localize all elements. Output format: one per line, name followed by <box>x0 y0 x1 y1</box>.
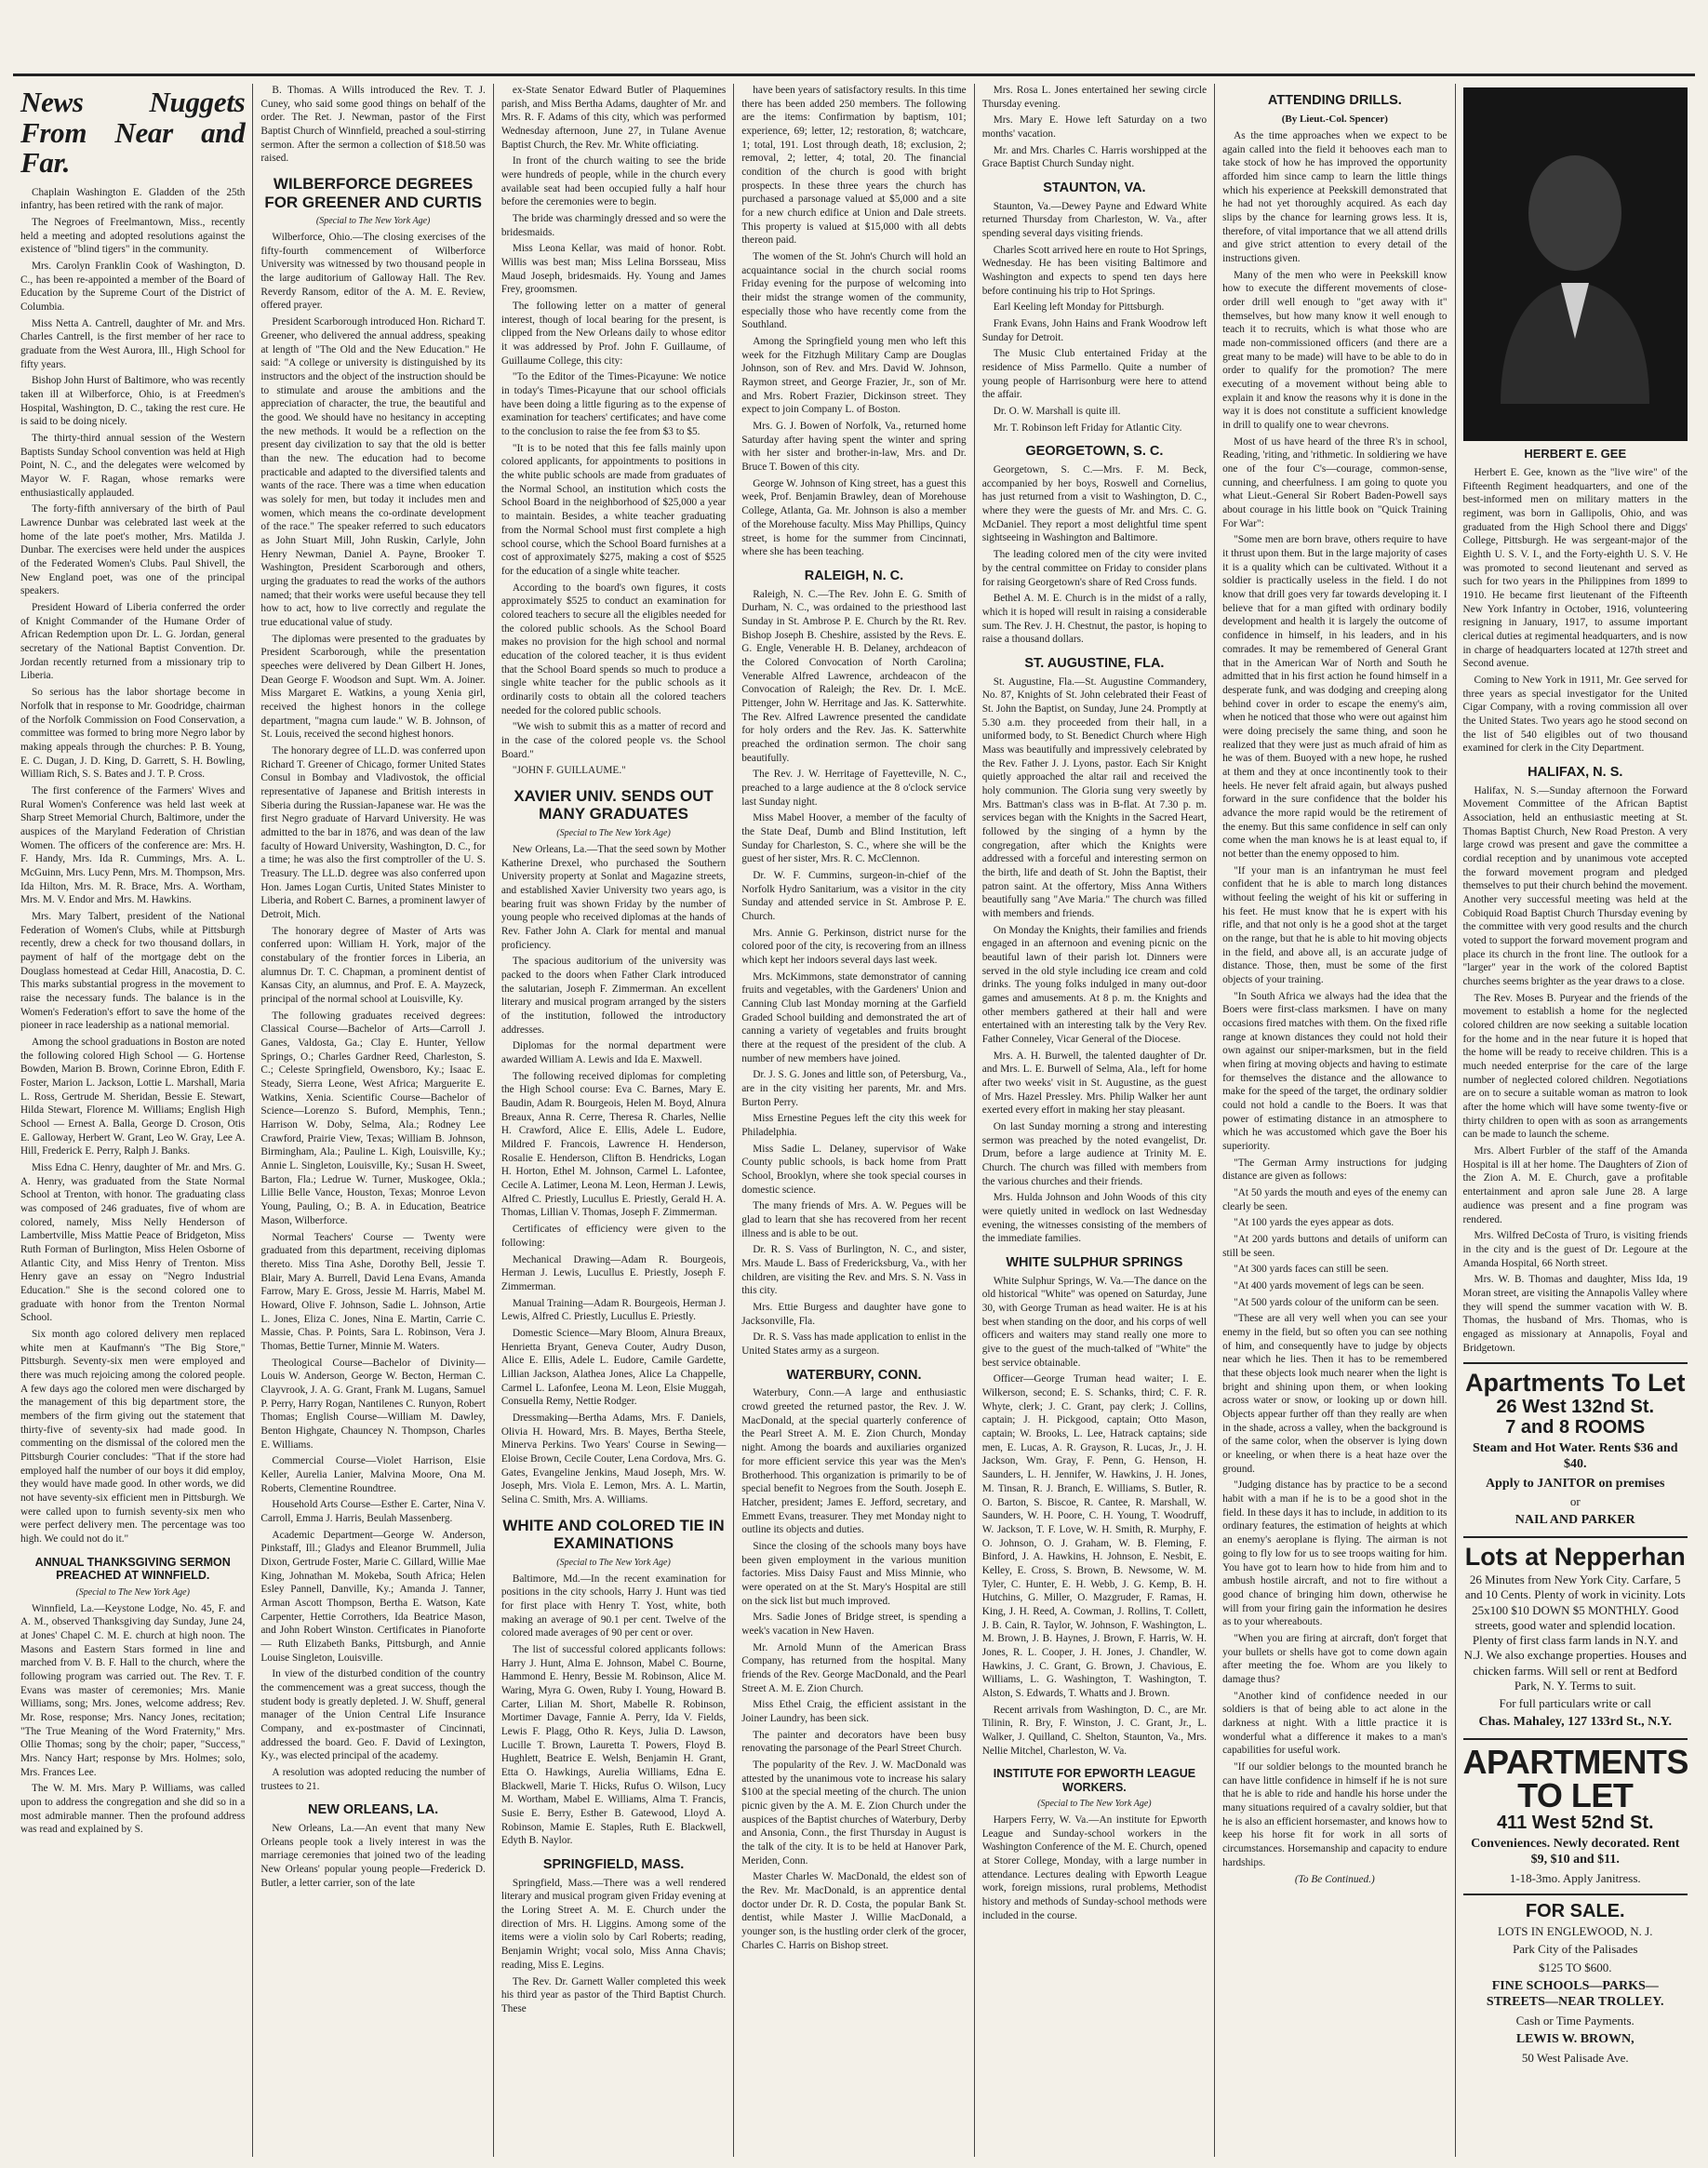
article-paragraph: Frank Evans, John Hains and Frank Woodrow left Sunday for Detroit. <box>981 318 1208 343</box>
article-paragraph: New Orleans, La.—That the seed sown by Mother Katherine Drexel, who purchased the Southern University property at Sonlat and Magazine streets, and established Xavier University two years ago, is bearing fruit was shown Friday by the number of young people who received diplomas at the hands of Rev. Father John A. Clark for mental and manual proficiency. <box>500 844 727 951</box>
portrait-caption: HERBERT E. GEE <box>1524 447 1627 461</box>
article-paragraph: "If our soldier belongs to the mounted branch he can have little confidence in himself if he is not sure that he is able to ride and handle his horse under the many situations required of a cavalry soldier, but that he is also an efficient horsemaster, and knows how to keep his horse fit for work in all sorts of circumstances. Horsemanship and capacity to endure hardships. <box>1222 1760 1448 1868</box>
article-paragraph: The leading colored men of the city were invited by the central committee on Friday to consider plans for raising Georgetown's share of Red Cross funds. <box>981 549 1208 588</box>
ad-for-sale <box>1463 1894 1688 2066</box>
column-2 <box>253 84 493 2157</box>
article-paragraph: Mrs. Ettie Burgess and daughter have gone to Jacksonville, Fla. <box>741 1302 967 1327</box>
article-paragraph: Mrs. Mary Talbert, president of the National Federation of Women's Clubs, while at Pittsburgh recently, drew a check for two thousand dollars, in payment of half of the mortgage debt on the Douglass homestead at Cedar Hill, Anacostia, D. C. This marks substantial progress in the movement to raise the necessary funds. The balance is in the Women's Federation's effort to save the home of the pioneer in race leadership as a national memorial. <box>20 910 246 1032</box>
drills-paragraphs <box>1222 129 1447 1869</box>
article-paragraph: Mr. Arnold Munn of the American Brass Company, has returned from the hospital. Many friends of the Rev. George MacDonald, and the Pearl Street A. M. E. Zion Church. <box>741 1641 967 1694</box>
article-paragraph: The following received diplomas for completing the High School course: Eva C. Barnes, Mary E. Baudin, Adam R. Bourgeois, Helen M. Boyd, Alnura Breaux, Anna R. Cerre, Theresa R. Charles, Nellie H. Crawford, Alice E. Ellis, Adele L. Eudore, Mildred F. Francois, Lawrence H. Henderson, Rosalie E. Henderson, Clifton B. Hendricks, Logan H. Horton, Ethel M. Johnson, Carmel L. Lafontee, Cecile A. Latimer, Leona M. Leon, Herman J. Lewis, Alfred C. Priestly, Lucullus E. Priestly, Gerald H. A. Thomas, Lillian V. Thomas, Joseph F. Zimmerman. <box>500 1070 727 1219</box>
col1-paragraphs <box>20 186 245 1546</box>
article-paragraph: Six month ago colored delivery men replaced white men at Kaufmann's "The Big Store," Pittsburgh. Seventy-six men were employed and there was much rejoicing among the colored people. A few days ago the colored men were discharged by the management of this big department store, the members of the firm giving out the statement that thirty-five of seventy-six had made good. In commenting on the dismissal of the colored men the Pittsburgh Courier concludes: "That if the store had employed half the number of our boys it did employ, they would have made good. In other words, we did not have seventy-six efficient men in Pittsburgh. We were called upon to furnish seventy-six men who were perfect delivery men. The percentage was too high. We could not do it." <box>20 1329 246 1546</box>
article-paragraph: Normal Teachers' Course — Twenty were graduated from this department, receiving diplomas thereto. Miss Tina Ashe, Dorothy Bell, Jessie T. Blair, Mary A. Burrell, David Lena Evans, Amanda Farrow, Mary E. Gross, Jessie M. Harris, Mabel M. Howard, Olive F. Johnson, Sadie L. Johnson, Artie L. Jones, Eliza C. Jones, Nina E. Martin, Carrie C. Massie, Chas. P. Points, Sara L. Robinson, Vera J. Thomas, Bettie Turner, Minnie M. Waters. <box>260 1231 486 1352</box>
waterbury-headline: WATERBURY, CONN. <box>786 1367 922 1383</box>
article-paragraph: Earl Keeling left Monday for Pittsburgh. <box>993 301 1165 314</box>
article-paragraph: The thirty-third annual session of the Western Baptists Sunday School convention was held at High Point, N. C., and the delegates were welcomed by Mayor W. F. Ragan, whose remarks were enthusiastically applauded. <box>20 433 246 499</box>
ad1-rooms: 7 and 8 ROOMS <box>1505 1416 1646 1438</box>
st-augustine-paragraphs <box>982 676 1207 1247</box>
ad4-line7: 50 West Palisade Ave. <box>1521 2050 1629 2065</box>
article-paragraph: The honorary degree of LL.D. was conferred upon Richard T. Greener of Chicago, former United States Consul in Bombay and Vladivostok, the official representative of Japanese and British interests in Siberia during the Russian-Japanese war. He was the first Negro graduate of Harvard University. He was admitted to the bar in 1876, and was dean of the law faculty of Howard University, Washington, D. C., for a time; he was also the first comptroller of the U. S. Treasury. The LL.D. degree was also conferred upon Hon. James Logan Curtis, United States Minister to Liberia, and Robert C. Barnes, a prominent lawyer of Detroit, Mich. <box>260 744 486 921</box>
article-paragraph: B. Thomas. A Wills introduced the Rev. T. J. Cuney, who said some good things on behalf of the order. The Ret. J. Newman, pastor of the First Baptist Church of Winnfield, preached a soul-stirring sermon. After the sermon a collection of $18.50 was raised. <box>260 85 486 165</box>
article-paragraph: "Some men are born brave, others require to have it thrust upon them. But in the large majority of cases it is a quality which can be cultivated. Without it a soldier is practically useless in the field. I do not know that drill goes very far towards developing it. I believe that for a man gifted with ordinary bodily development and health it is largely the outcome of confidence in himself, in his leaders, and in his comrades. It may be remembered of General Grant that in the American War of North and South he admitted that in his first action he found himself in a desperate funk, and was dodging and creeping along behind cover in order to escape the enemy's aim, when he noticed that those who were out against him were doing precisely the same thing, and soon he realized that they were just as much afraid of him as he was of them. Buoyed with a new hope, he rushed at them and they at once incontinently took to their heels. He never felt afraid again, but always pushed forward in the sure confidence that the bolder his advance the more rapid would be the retirement of the enemy. But this same confidence in self can only come when the man knows he is at least equal to, if not better than the enemy opposed to him. <box>1222 534 1448 860</box>
article-paragraph: Winnfield, La.—Keystone Lodge, No. 45, F. and A. M., observed Thanksgiving day Sunday, June 24, at Jones' Chapel C. M. E. church at high noon. The Masons and Eastern Stars formed in line and marched from V. B. F. Hall to the church, where the following program was carried out. The Rev. T. F. Evans was master of ceremonies; Mrs. Manie Williams, song; Mrs. Jones, welcome address; Rev. Mr. Rose, response; Mrs. Nancy Jones, recitation; "The True Meaning of the Word Fraternity," Mrs. Ollie Thomas; song by the choir; paper, "Success," Mrs. Nancy Hart; response by Mrs. Holmes; solo, Mrs. Frances Lee. <box>20 1602 246 1778</box>
article-paragraph: The bride was charmingly dressed and so were the bridesmaids. <box>500 213 727 238</box>
article-paragraph: A resolution was adopted reducing the number of trustees to 21. <box>260 1767 486 1792</box>
article-paragraph: Mrs. Hulda Johnson and John Woods of this city were quietly united in wedlock on last Wednesday evening, the witnesses consisting of the members of the immediate families. <box>981 1192 1208 1245</box>
column-5 <box>975 84 1215 2157</box>
col3-paragraphs <box>501 84 726 778</box>
article-paragraph: Mechanical Drawing—Adam R. Bourgeois, Herman J. Lewis, Lucullus E. Priestly, Joseph F. Zimmerman. <box>500 1253 727 1292</box>
article-paragraph: The Rev. Dr. Garnett Waller completed this week his third year as pastor of the Third Baptist Church. These <box>500 1975 727 2014</box>
article-paragraph: Mr. T. Robinson left Friday for Atlantic City. <box>993 422 1182 434</box>
article-paragraph: "At 200 yards buttons and details of uniform can still be seen. <box>1222 1234 1448 1259</box>
georgetown-headline: GEORGETOWN, S. C. <box>1025 444 1164 460</box>
article-paragraph: Miss Mabel Hoover, a member of the faculty of the State Deaf, Dumb and Blind Institution, left Sunday for Charleston, S. C., where she will be the guest of her sister, Mrs. R. C. McClennon. <box>741 812 967 865</box>
article-paragraph: According to the board's own figures, it costs approximately $525 to conduct an examination for colored teachers to secure all the eligibles needed for the colored public schools. As the School Board makes no provision for the high school and normal education of the colored teacher, it is thus evident that the School Board spends so much to produce a single white teacher for the public schools as it ordinarily costs to obtain all the colored teachers needed for the colored public schools. <box>500 582 727 716</box>
article-paragraph: Miss Leona Kellar, was maid of honor. Robt. Willis was best man; Miss Lelina Borsseau, Miss Maud Joseph, bridesmaids. Hy. Young and James Frey, groomsmen. <box>500 243 727 296</box>
sermon-headline: ANNUAL THANKSGIVING SERMON PREACHED AT WINNFIELD. <box>34 1555 231 1583</box>
article-paragraph: Dressmaking—Bertha Adams, Mrs. F. Daniels, Olivia H. Howard, Mrs. B. Mayes, Bertha Steele, Minerva Perkins. Two Years' Course in Sewing—Eloise Brown, Cecile Couter, Lena Cordova, Mrs. G. Gates, Evangeline Jenkins, Maud Joseph, Mrs. W. Joseph, Mrs. Viola E. Lemon, Mrs. A. L. Martin, Selina C. Smith, Mrs. A. Williams. <box>500 1412 727 1506</box>
column-1 <box>13 84 253 2157</box>
article-paragraph: Mrs. Carolyn Franklin Cook of Washington, D. C., has been re-appointed a member of the Board of Education by the Supreme Court of the District of Columbia. <box>20 261 246 314</box>
article-paragraph: The popularity of the Rev. J. W. MacDonald was attested by the unanimous vote to increase his salary $100 at the special meeting of the church. The union picnic given by the A. M. E. Zion Church under the auspices of the Baptist churches of Waterbury, Derby and Ansonia, Conn., the first Thursday in August is the talk of the city. It is to be held at Hanover Park, Meriden, Conn. <box>741 1759 967 1867</box>
col5-paragraphs <box>982 84 1207 171</box>
article-paragraph: Miss Netta A. Cantrell, daughter of Mr. and Mrs. Charles Cantrell, is the first member of her race to graduate from the West Aurora, Ill., High School for fifty years. <box>20 317 246 370</box>
xavier-headline: XAVIER UNIV. SENDS OUT MANY GRADUATES <box>514 786 714 823</box>
ad4-line1: LOTS IN ENGLEWOOD, N. J. <box>1498 1924 1653 1939</box>
article-paragraph: New Orleans, La.—An event that many New Orleans people took a lively interest in was the marriage ceremonies that joined two of the leading New Orleans' popular young people—Frederick D. Butler, a letter carrier, son of the late <box>260 1823 486 1889</box>
institute-special: (Special to The New York Age) <box>1037 1799 1152 1810</box>
article-paragraph: Officer—George Truman head waiter; I. E. Wilkerson, second; E. S. Schanks, third; C. F. R. Whyte, clerk; J. C. Grant, pay clerk; J. Collins, captain; J. H. Pickgood, captain; Otto Mason, captain; W. Brooks, L. Lee, Hatrack captains; side men, E. Lucas, A. R. Grayson, R. Lucas, Jr., J. H. Jackson, Wm. Gray, F. Penn, G. Henson, H. Saunders, L. H. Jennifer, W. Hawkins, J. H. Jones, M. Tinsan, R. J. Branch, E. Williams, S. Butler, R. O. Barton, S. Biscoe, R. Cantee, R. Marshall, W. Saunders, W. H. Poore, C. H. Young, T. Woodruff, W. Jackson, T. F. Love, W. H. Smith, R. Murphy, F. O. Johnson, O. J. Graham, W. B. Fleming, F. Binford, J. A. Hawkins, H. Johnson, E. Nesbit, E. Kelley, E. Cross, S. Brown, B. Newsome, W. M. Tyler, C. Hunter, E. H. Webb, J. G. Kemp, B. H. Hutchins, G. Miller, O. Mazgruder, F. Ramas, H. King, J. H. Reed, A. Cowman, J. Rollins, T. Collett, J. B. Cain, R. Taylor, W. Johnson, F. Washington, L. M. Brown, J. B. Haynes, J. Brown, F. Harris, W. H. Jones, R. L. Cooper, J. H. Jones, J. Chandler, W. Hawkins, J. C. Grant, G. Brown, J. Chavious, E. Williams, L. G. Washington, T. Washington, T. Alston, S. Edwards, T. Whatts and J. Brown. <box>981 1373 1208 1699</box>
article-paragraph: "We wish to submit this as a matter of record and in the case of the colored people vs. the School Board." <box>500 721 727 760</box>
article-paragraph: Domestic Science—Mary Bloom, Alnura Breaux, Henrietta Bryant, Geneva Couter, Audry Duson, Alice E. Ellis, Adele L. Eudore, Camile Gardette, Lillian Jackson, Alathea Jones, Alice La Chappelle, Carmel L. Lafonfee, Leona M. Leon, Elsie Muggah, Consuella Remy, Nettie Rodger. <box>500 1327 727 1408</box>
ad1-title: Apartments To Let <box>1464 1369 1686 1398</box>
new-orleans-headline: NEW ORLEANS, LA. <box>308 1802 439 1818</box>
article-paragraph: White Sulphur Springs, W. Va.—The dance on the old historical "White" was opened on Saturday, June 30, with George Truman as head waiter. He is at his best when standing on the door, and his corps of well officers and waiters may stand really one more to give to the guest of the much-talked of "White" the best service obtainable. <box>981 1275 1208 1369</box>
article-paragraph: George W. Johnson of King street, has a guest this week, Prof. Benjamin Brawley, dean of Morehouse College, Atlanta, Ga. Mr. Johnson is also a member of the Morehouse faculty. Miss May Phillips, Quincy street, is home for the summer from Cincinnati, where she has been teaching. <box>741 477 967 558</box>
article-paragraph: Raleigh, N. C.—The Rev. John E. G. Smith of Durham, N. C., was ordained to the priesthood last Sunday in St. Ambrose P. E. Church by the Rt. Rev. Bishop Joseph B. Cheshire, assisted by the Revs. E. G. Engle, Venerable H. B. Delaney, archdeacon of the Colored Convocation of North Carolina; Venerable Alfred Lawrence, archdeacon of the Convocation of Raleigh; the Rev. Dr. I. McE. Pittenger, John W. Herritage and Jas. K. Satterwhite. The Rev. Alfred Lawrence presented the candidate for holy orders and the Rev. Jas. K. Satterwhite preached the ordination sermon. The choir sang beautifully. <box>741 588 967 764</box>
article-paragraph: "At 50 yards the mouth and eyes of the enemy can clearly be seen. <box>1222 1187 1448 1212</box>
drills-headline: ATTENDING DRILLS. <box>1267 93 1402 108</box>
article-paragraph: Certificates of efficiency were given to the following: <box>500 1224 727 1249</box>
article-paragraph: The Rev. J. W. Herritage of Fayetteville, N. C., preached to a large audience at the 8 o'clock service last Sunday night. <box>741 769 967 808</box>
ad-apartments-132nd <box>1463 1362 1688 1529</box>
article-paragraph: "Judging distance has by practice to be a second habit with a man if he is to be a good shot in the field. In these days it has to include, in addition to its ordinary features, the estimation of heights at which an enemy's aeroplane is flying. The airman is not going to fly low for us to see troops waiting for him. You have got to learn how to hide from him and to ambush hostile aircraft, and not to fire without a good chance of bringing him down, otherwise he will from your firing gain the information he desires as to your whereabouts. <box>1222 1479 1448 1628</box>
ad2-title: Lots at Nepperhan <box>1464 1542 1686 1571</box>
article-paragraph: Mrs. G. J. Bowen of Norfolk, Va., returned home Saturday after having spent the winter and spring with her sister and brother-in-law, Mrs. and Dr. Bruce T. Bowen of this city. <box>741 421 967 474</box>
article-paragraph: On Monday the Knights, their families and friends engaged in an afternoon and evening picnic on the beautiful lawn of their parish lot. Dinners were served in the old style including ice cream and cold drinks. The young folks indulged in many out-door games and amusements. At 8 p. m. the Knights and other members gathered at their hall and were entertained with an interesting talk by the Very Rev. Father Conneley, Vicar General of the Diocese. <box>981 924 1208 1045</box>
article-paragraph: In view of the disturbed condition of the country the commencement was a great success, though the student body is greatly depleted. J. W. Shuff, general manager of the Union Central Life Insurance Company, and ex-postmaster of Cincinnati, addressed the board. Geo. F. David of Lexington, Ky., was elected principal of the academy. <box>260 1668 486 1762</box>
halifax-paragraphs <box>1463 784 1688 1356</box>
article-paragraph: "At 100 yards the eyes appear as dots. <box>1234 1217 1394 1229</box>
article-paragraph: Harpers Ferry, W. Va.—An institute for Epworth League and Sunday-school workers in the Washington Conference of the M. E. Church, opened at Storer College, Monday, with a large number in attendance. Lectures dealing with Epworth League work, foreign missions, rural problems, Methodist history and methods of Sunday-school methods were included in the course. <box>981 1814 1208 1921</box>
article-paragraph: The list of successful colored applicants follows: Harry J. Hunt, Alma E. Johnson, Mabel C. Bourne, Hammond E. Henry, Bessie M. Robinson, Alice M. Waring, Myra G. Owen, Ruby I. Young, Howard B. Carter, Lilian M. Short, Mabelle R. Robinson, Mortimer Davage, Fannie A. Perry, Ida V. Fields, Lewis F. Plagg, Otho R. Keys, Julia D. Lawson, Lucille T. Brown, Lauretta T. Powers, Floyd B. Hughlett, Beatrice E. Welsh, Benjamin H. Grant, Etta O. Hawkings, Aurelia Williams, Edna E. Blackwell, Marie T. Hicks, Rufus O. Wilson, Lucy M. Wortham, Mabel E. Williams, Alma T. Francis, Susie E. Berry, Esther B. Gatewood, Lloyd A. Robinson, Mamie E. Staples, Ruth E. Blackwell, Edyth B. Naylor. <box>500 1644 727 1847</box>
article-paragraph: Recent arrivals from Washington, D. C., are Mr. Tilinin, R. Bry, F. Winston, J. C. Grant, Jr., L. Walker, J. Quilland, C. Shelton, Staunton, Va., Mrs. Nellie Mitchel, Charleston, W. Va. <box>981 1704 1208 1757</box>
article-paragraph: Dr. O. W. Marshall is quite ill. <box>993 406 1121 418</box>
article-paragraph: Dr. W. F. Cummins, surgeon-in-chief of the Norfolk Hydro Sanitarium, was a visitor in the city Sunday and attended service in St. Ambrose P. E. Church. <box>741 869 967 922</box>
sermon-paragraphs <box>20 1602 245 1837</box>
article-paragraph: "In South Africa we always had the idea that the Boers were first-class marksmen. I have on many occasions fired matches with them. On the fixed rifle range at known distances they could not hold their own against our sniper-marksmen, but in the field when firing at moving objects and having to estimate for themselves the distance and the allowance to make for the speed of the target, the ordinary soldier could not hold a candle to the Boers. It was that power of estimating distance in an atmosphere to which he was accustomed which gave the Boer his superiority. <box>1222 990 1448 1153</box>
article-paragraph: Mrs. Wilfred DeCosta of Truro, is visiting friends in the city and is the guest of Dr. Legoure at the Amanda Hospital, 66 North street. <box>1462 1230 1688 1269</box>
ad2-body: 26 Minutes from New York City. Carfare, 5 and 10 Cents. Plenty of work in vicinity. Lots 25x100 $10 DOWN $5 MONTHLY. Good streets, good water and splendid location. Plenty of first class farm lands in N.Y. and N.J. We also exchange properties. Houses and chicken farms. Will sell or rent at Bedford Park, N. Y. Terms to suit. <box>1463 1572 1687 1693</box>
section-masthead: News Nuggets From Near and Far. <box>20 86 246 180</box>
article-paragraph: Mrs. Annie G. Perkinson, district nurse for the colored poor of the city, is recovering from an illness which kept her indoors several days last week. <box>741 927 967 966</box>
article-paragraph: Manual Training—Adam R. Bourgeois, Herman J. Lewis, Alfred C. Priestly, Lucullus E. Priestly. <box>500 1297 727 1323</box>
article-paragraph: Miss Ernestine Pegues left the city this week for Philadelphia. <box>741 1113 967 1139</box>
drills-continued: (To Be Continued.) <box>1294 1874 1375 1886</box>
white-colored-headline: WHITE AND COLORED TIE IN EXAMINATIONS <box>502 1516 725 1553</box>
ad-lots-nepperhan <box>1463 1536 1688 1731</box>
article-paragraph: President Howard of Liberia conferred the order of Knight Commander of the Humane Order of African Redemption upon Dr. L. G. Jordan, general secretary of the National Baptist Convention. Dr. Jordan recently returned from a missionary trip to Liberia. <box>20 602 246 682</box>
article-paragraph: Springfield, Mass.—There was a well rendered literary and musical program given Friday evening at the Loring Street A. M. E. Church under the direction of Mrs. H. Liggins. Among some of the items were a violin solo by Carl Roberts; reading, Benjamin Wright; vocal solo, Miss Anna Chavis; reading, Miss E. Legins. <box>500 1877 727 1971</box>
springfield-headline: SPRINGFIELD, MASS. <box>542 1857 685 1873</box>
white-colored-special: (Special to The New York Age) <box>556 1557 671 1568</box>
article-paragraph: Academic Department—George W. Anderson, Pinkstaff, Ill.; Gladys and Eleanor Brummell, Julia Dixon, Gertrude Foster, Marie C. Gillard, Willie Mae King, Johnathan M. Mokeba, South Africa; Helen Esley Pannell, Danville, Ky.; Amanda J. Tanner, Arman Ascott Thompson, Bertha E. Watson, Kate Carpenter, Hettie Corrothers, Ida Beatrice Mason, and John Robert Winston. Certificates in Pianoforte — Ruth Elizabeth Banks, Pittsburgh, and Annie Louise Singleton, Louisville. <box>260 1529 486 1664</box>
white-sulphur-headline: WHITE SULPHUR SPRINGS <box>1006 1255 1183 1271</box>
ad2-foot: For full particulars write or call <box>1499 1696 1651 1711</box>
ad1-line2: Apply to JANITOR on premises <box>1486 1476 1665 1491</box>
article-paragraph: The women of the St. John's Church will hold an acquaintance social in the church social rooms Friday evening for the purpose of welcoming into their midst the strange women of the community, especially those who have recently come from the Southland. <box>741 251 967 331</box>
article-paragraph: The Music Club entertained Friday at the residence of Miss Parmello. Quite a number of young people of Harrisonburg were here to attend the affair. <box>981 348 1208 401</box>
article-paragraph: Many of the men who were in Peekskill know how to execute the different movements of close-order drill well enough to "get away with it" themselves, but how many know it well enough to teach it to recruits, which is what those who are made non-commissioned officers (and there are a great many to be made) will have to be able to do in order to qualify for the promotion? The mere executing of a movement without being able to explain it and know the reasons why it is done in the way it is does not constitute a sufficient knowledge in drill to qualify one to wear chevrons. <box>1222 269 1448 432</box>
article-paragraph: have been years of satisfactory results. In this time there has been added 250 members. The following are the items: Confirmation by baptism, 101; experience, 69; letter, 12; restoration, 8; watchcare, 1; total, 191. Lost through death, 18; exclusion, 2; removal, 2; letter, 4; total, 20. The financial condition of the church is good with bright prospects. In these three years the church has purchased a parsonage valued at $5,000 and a site for a new church edifice at Union and Dale streets. This property is valued at $15,000 with all debts thereon paid. <box>741 85 967 247</box>
georgetown-paragraphs <box>982 463 1207 647</box>
article-paragraph: Baltimore, Md.—In the recent examination for positions in the city schools, Harry J. Hunt was tied for first place with Henry T. Yost, white, both making an average of 90.1 per cent. Twelve of the colored made averages of 90 per cent or over. <box>500 1572 727 1639</box>
article-paragraph: Dr. R. S. Vass has made application to enlist in the United States army as a surgeon. <box>741 1332 967 1358</box>
article-paragraph: Chaplain Washington E. Gladden of the 25th infantry, has been retired with the rank of major. <box>20 186 246 212</box>
article-paragraph: Among the school graduations in Boston are noted the following colored High School — G. Hortense Bowden, Marion B. Brown, Corinne Ebron, Edith F. Foster, Marion L. Jackson, Lottie L. Marshall, Maria L. Ross, Gertrude M. Sheridan, Bessie E. Stewart, Hilda Stewart, Florence M. Williams; English High School — Ernest A. Balla, George D. Croson, Otis E. Galloway, Herbert W. Grant, Leo W. Gray, Lee A. Hill, Frederick E. Perry, Ralph J. Banks. <box>20 1036 246 1158</box>
institute-paragraphs <box>982 1813 1207 1922</box>
staunton-paragraphs <box>982 200 1207 435</box>
article-paragraph: The many friends of Mrs. A. W. Pegues will be glad to learn that she has recovered from her recent illness and is able to be out. <box>741 1200 967 1239</box>
ad1-line1: Steam and Hot Water. Rents $36 and $40. <box>1472 1440 1678 1472</box>
gee-paragraphs <box>1463 466 1688 756</box>
xavier-special: (Special to The New York Age) <box>556 828 671 839</box>
ad3-body: Conveniences. Newly decorated. Rent $9, $10 and $11. <box>1471 1836 1680 1867</box>
columns <box>13 84 1695 2157</box>
article-paragraph: Most of us have heard of the three R's in school, Reading, 'riting, and 'rithmetic. In soldiering we have one of the four C's—courage, common-sense, cunning, and cheerfulness. I am going to quote you what Lieut.-General Sir Robert Baden-Powell says about courage in his little book on "Quick Training For War": <box>1222 435 1448 529</box>
article-paragraph: "At 500 yards colour of the uniform can be seen. <box>1234 1296 1439 1308</box>
article-paragraph: Wilberforce, Ohio.—The closing exercises of the fifty-fourth commencement of Wilberforce University was witnessed by two thousand people in the large auditorium of Galloway Hall. The Rev. Reverdy Ransom, editor of the A. M. E. Review, offered prayer. <box>260 232 486 312</box>
wilberforce-special: (Special to The New York Age) <box>315 216 431 227</box>
article-paragraph: St. Augustine, Fla.—St. Augustine Commandery, No. 87, Knights of St. John celebrated their Feast of St. John the Baptist, on Sunday, June 24. Promptly at 5.30 a.m. they proceeded from their hall, in a uniformed body, to St. Benedict Church where High Mass was beautifully and impressively celebrated by the Rev. Father J. J. Lyons, pastor. Each Sir Knight quietly approached the altar rail and received the holy communion. The Gloria sung very sweetly by Mrs. Battman's class was in B-flat. At 7.30 p. m. services began with the Knights in the Sacred Heart, followed by the singing of a hymn by the congregation, after which the Knights were addressed with a forceful and interesting sermon on the birth, life and death of St. John the Baptist, their patron saint. At the offertory, Miss Anna Withers beautifully sang "Ave Maria." The church was filled with members and friends. <box>981 676 1208 919</box>
wilberforce-headline: WILBERFORCE DEGREES FOR GREENER AND CURTIS <box>264 175 482 211</box>
new-orleans-paragraphs <box>260 1822 485 1890</box>
article-paragraph: "These are all very well when you can see your enemy in the field, but so often you can see nothing of him, and consequently have to judge by objects near which he lies. Then it has to be remembered that these objects look much nearer when the light is bright and shining upon them, or when looking across water or snow, or looking up or down hill. Objects appear further off than they really are when in the shade, across a valley, when the background is of the same color, when the observer is lying down or kneeling, or when there is a heat haze over the ground. <box>1222 1313 1448 1475</box>
article-paragraph: Halifax, N. S.—Sunday afternoon the Forward Movement Committee of the African Baptist Association, held an enthusiastic meeting at St. Thomas Baptist Church, New Road Preston. A very large crowd was present and gave the committee a cordial reception and by unanimous vote accepted the forward movement program and pledged themselves to put their church behind the movement. Another very successful meeting was held at the Cobiquid Road Baptist Church Thursday evening by the committee with very good results and the church voted to support the forward movement program and place its church in the front line. The outlook for a "larger" year in the work of the colored Baptist churches seems brighter as the year draws to a close. <box>1462 784 1688 988</box>
article-paragraph: Commercial Course—Violet Harrison, Elsie Keller, Aurelia Lanier, Malvina Moore, Ona M. Roberts, Clementine Roundtree. <box>260 1455 486 1494</box>
article-paragraph: Mrs. McKimmons, state demonstrator of canning fruits and vegetables, with the Gardeners' Union and Canning Club last Monday morning at the Garfield Graded School building and demonstrated the art of canning a variety of vegetables and fruits brought there at the request of the president of the club. A number of new members have joined. <box>741 970 967 1064</box>
article-paragraph: "If your man is an infantryman he must feel confident that he is able to march long distances without feeling the weight of his kit or suffering in his feet. He must know that he is expert with his rifle, and that not only is he a good shot at the target on the range, but that he is able to hit moving objects in the field, and above all, is an accurate judge of distance. Those, then, must be some of the first objects of your training. <box>1222 864 1448 985</box>
ad-apartments-52nd <box>1463 1738 1688 1886</box>
column-6 <box>1215 84 1455 2157</box>
article-paragraph: Household Arts Course—Esther E. Carter, Nina V. Carroll, Emma J. Harris, Beulah Massenberg. <box>260 1499 486 1524</box>
xavier-paragraphs <box>501 843 726 1507</box>
article-paragraph: "To the Editor of the Times-Picayune: We notice in today's Times-Picayune that our school officials have been doing a little figuring as to the expense of examination for teachers' certificates; and have come to the conclusion to raise the fee from $3 to $5. <box>500 371 727 438</box>
article-paragraph: Herbert E. Gee, known as the "live wire" of the Fifteenth Regiment headquarters, and one of the best-informed men on military matters in the regiment, was born in Gallipolis, Ohio, and was graduated from the High School there and Diggs' College, Pittsburgh. He was sergeant-major of the Eighth U. S. V. I., and the Forty-eighth U. S. V. He was promoted to second lieutenant and served as such for two years in the Philippines from 1899 to 1910. He became first lieutenant of the Fifteenth New York Infantry in October, 1916, volunteering resigning in January, 1917, to assume important clerical duties at regimental headquarters, and is now in charge of headquarters located at 127th street and Second avenue. <box>1462 466 1688 670</box>
article-paragraph: The first conference of the Farmers' Wives and Rural Women's Conference was held last week at Sharp Street Memorial Church, Baltimore, under the auspices of the Maryland Federation of Christian Women. The officers of the conference are: Mrs. H. F. Handy, Mrs. Ida R. Cummings, Mrs. A. L. McGuinn, Mrs. Lucy Penn, Mrs. M. Thompson, Mrs. Ida Hilton, Mrs. M. R. Brace, Mrs. A. Wortham, Mrs. M. V. Endor and Mrs. M. Hawkins. <box>20 784 246 906</box>
springfield-paragraphs <box>501 1877 726 2016</box>
article-paragraph: "Another kind of confidence needed in our soldiers is that of being able to act alone in the darkness at night. With a little practice it is wonderful what a difference it makes to a man's capabilities for useful work. <box>1222 1690 1448 1757</box>
article-paragraph: "At 400 yards movement of legs can be seen. <box>1234 1280 1424 1292</box>
col2-paragraphs <box>260 84 485 166</box>
article-paragraph: Georgetown, S. C.—Mrs. F. M. Beck, accompanied by her boys, Roswell and Cornelius, has just returned from a visit to Washington, D. C., where they were the guests of Mr. and Mrs. C. G. McDaniel. They report a most delightful time spent sightseeing in Washington and Baltimore. <box>981 464 1208 544</box>
article-paragraph: Master Charles W. MacDonald, the eldest son of the Rev. Mr. MacDonald, is an apprentice dental doctor under Dr. R. D. Costa, the popular Bank St. dentist, while Master J. Willie MacDonald, a younger son, is the hustling order clerk of the grocer, Charles C. Harris on Bishop street. <box>741 1871 967 1951</box>
st-augustine-headline: ST. AUGUSTINE, FLA. <box>1024 655 1165 671</box>
ad1-or: or <box>1569 1494 1581 1509</box>
page-header-rule <box>13 9 1695 76</box>
sermon-special: (Special to The New York Age) <box>75 1586 190 1598</box>
article-paragraph: Mrs. Albert Furbler of the staff of the Amanda Hospital is ill at her home. The Daughters of Zion of the Zion A. M. E. Church, gave a profitable entertainment and apron sale June 28. A large audience was present and a fine program was rendered. <box>1462 1145 1688 1225</box>
article-paragraph: The W. M. Mrs. Mary P. Williams, was called upon to address the congregation and she did so in a most admirable manner. Then the profound address was read and explained by S. <box>20 1783 246 1836</box>
article-paragraph: Coming to New York in 1911, Mr. Gee served for three years as special investigator for the United Cigar Company, with a roving commission all over the United States. Two years ago he stood second on the list of 540 eligibles out of two thousand examined for clerk in the City Department. <box>1462 674 1688 755</box>
ad4-line6: LEWIS W. BROWN, <box>1515 2032 1635 2047</box>
article-paragraph: The painter and decorators have been busy renovating the parsonage of the Pearl Street Church. <box>741 1729 967 1755</box>
raleigh-paragraphs <box>741 588 966 1358</box>
article-paragraph: Waterbury, Conn.—A large and enthusiastic crowd greeted the returned pastor, the Rev. J. W. MacDonald, at the special quarterly conference of the Pearl Street A. M. E. Zion Church, Monday night. Among the boards and auxiliaries organized for more efficient service this year was the Men's Brotherhood. This organization is primarily to be of special benefit to Negroes from the South. Joseph E. Hatcher, president; James E. Jefford, secretary, and Emmett Evans, treasurer. They met Monday night to outline its objects and duties. <box>741 1387 967 1536</box>
article-paragraph: The spacious auditorium of the university was packed to the doors when Father Clark introduced the salutarian, Joseph F. Zimmerman. An excellent literary and musical program arranged by the sisters of the institution, followed the introductory addresses. <box>500 956 727 1036</box>
article-paragraph: On last Sunday morning a strong and interesting sermon was preached by the noted evangelist, Dr. Drum, before a large audience at Trinity M. E. Church. The church was filled with members from the various churches and their friends. <box>981 1121 1208 1187</box>
drills-byline: (By Lieut.-Col. Spencer) <box>1281 113 1388 125</box>
article-paragraph: Among the Springfield young men who left this week for the Fitzhugh Military Camp are Douglas Johnson, son of Rev. and Mrs. David W. Johnson, Raymon street, and George Frazier, Jr., son of Mr. and Mrs. Robert Frazier, Dickinson street. They expect to join Company L. of Boston. <box>741 336 967 416</box>
article-paragraph: Miss Edna C. Henry, daughter of Mr. and Mrs. G. A. Henry, was graduated from the State Normal School at Trenton, with honor. The graduating class was composed of 246 graduates, five of whom are colored, namely, Miss Nelly Henderson of Lambertville, Miss Mattie Peace of Bridgeton, Miss Ruth Forman of Burlington, Miss Helen Osborne of Atlantic City, and Miss Henry of Trenton. Miss Henry gave an essay on "Negro Industrial Education." She is the second colored one to graduate with honor from the Trenton Normal School. <box>20 1162 246 1324</box>
ad4-line4: FINE SCHOOLS—PARKS—STREETS—NEAR TROLLEY. <box>1486 1978 1664 2010</box>
article-paragraph: The following letter on a matter of general interest, though of local bearing for the present, is clipped from the New Orleans daily to whose editor it was addressed by Prof. John F. Guillaume, of Guillaume College, this city: <box>500 301 727 367</box>
ad4-title: FOR SALE. <box>1525 1901 1625 1922</box>
portrait-silhouette-icon <box>1482 125 1668 404</box>
article-paragraph: "When you are firing at aircraft, don't forget that your bullets or shells have got to come down again after meeting the foe. Whom are you likely to damage thus? <box>1222 1632 1448 1685</box>
article-paragraph: As the time approaches when we expect to be again called into the field it behooves each man to take stock of how he has improved the opportunity afforded him since camp to learn the little things which his experience at Peekskill demonstrated that he had not yet thoroughly acquired. As each day slips by the chance for learning grows less. It is, therefore, of vital importance that we all attend drills and give strict attention to every detail of the instructions given. <box>1222 129 1448 265</box>
article-paragraph: Charles Scott arrived here en route to Hot Springs, Wednesday. He has been visiting Baltimore and Washington and expects to spend ten days here before continuing his trip to Hot Springs. <box>981 244 1208 297</box>
ad3-title: APARTMENTS TO LET <box>1462 1742 1688 1814</box>
raleigh-headline: RALEIGH, N. C. <box>804 568 904 583</box>
article-paragraph: The diplomas were presented to the graduates by President Scarborough, while the presentation speeches were delivered by Dean Gilbert H. Jones, Dean George F. Woodson and Supt. Wm. A. Joiner. Miss Margaret E. Watkins, a young Xenia girl, received the highest honors in the college department, "magna cum laude." W. B. Johnson, of St. Louis, received the second highest honors. <box>260 633 486 741</box>
ad1-agent: NAIL AND PARKER <box>1515 1513 1635 1528</box>
article-paragraph: "It is to be noted that this fee falls mainly upon colored applicants, for appointments to positions in the white public schools are made from graduates of the Normal School, an institution which costs the School Board in the neighborhood of $25,000 a year to maintain. Besides, a white teacher graduating from the Normal School must first complete a high school course, which the School Board furnishes at a cost of approximately $275, making a cost of $525 for the education of a single white teacher. <box>500 442 727 577</box>
article-paragraph: Mrs. Rosa L. Jones entertained her sewing circle Thursday evening. <box>981 85 1208 110</box>
halifax-headline: HALIFAX, N. S. <box>1528 765 1623 780</box>
article-paragraph: Since the closing of the schools many boys have been given employment in the various munition factories. Miss Daisy Faust and Miss Minnie, who were operated on at the St. Mary's Hospital are still on the sick list but much improved. <box>741 1540 967 1607</box>
article-paragraph: Bishop John Hurst of Baltimore, who was recently taken ill at Wilberforce, Ohio, is at Freedmen's Hospital, Washington, D. C., taking the rest cure. He is said to be doing nicely. <box>20 375 246 428</box>
article-paragraph: Miss Sadie L. Delaney, supervisor of Wake County public schools, is back home from Pratt School, Brooklyn, where she took special courses in domestic science. <box>741 1143 967 1196</box>
article-paragraph: "At 300 yards faces can still be seen. <box>1234 1264 1389 1276</box>
ad2-contact: Chas. Mahaley, 127 133rd St., N.Y. <box>1478 1715 1673 1730</box>
ad4-line5: Cash or Time Payments. <box>1515 2013 1635 2027</box>
article-paragraph: Theological Course—Bachelor of Divinity—Louis W. Anderson, George W. Becton, Herman C. Clayvrook, J. A. G. Grant, Frank M. Lugans, Samuel P. Perry, Harry Rogan, Nantilenes C. Runyon, Robert Thomas; English Course—William M. Dawley, Benton Highgate, Chauncey N. Thompson, Charles E. Williams. <box>260 1357 486 1451</box>
institute-headline: INSTITUTE FOR EPWORTH LEAGUE WORKERS. <box>993 1767 1196 1794</box>
article-paragraph: So serious has the labor shortage become in Norfolk that in response to Mr. Goodridge, chairman of the Norfolk Commission on Food Conservation, a committee was formed to bring more Negro labor by making appeals through the churches: P. B. Young, E. C. Dugan, J. D. King, D. Garrett, S. H. Bowling, William Rich, S. S. Bates and J. T. P. Cross. <box>20 687 246 781</box>
article-paragraph: In front of the church waiting to see the bride were hundreds of people, while in the church every available seat had been occupied fully a half hour before the ceremonies were to begin. <box>500 155 727 208</box>
article-paragraph: Mr. and Mrs. Charles C. Harris worshipped at the Grace Baptist Church Sunday night. <box>981 144 1208 170</box>
article-paragraph: The forty-fifth anniversary of the birth of Paul Lawrence Dunbar was celebrated last week at the home of the late poet's mother, Mrs. Matilda J. Dunbar. The exercises were held under the auspices of the Federated Women's Clubs. Paul Shivell, the New England poet, was one of the principal speakers. <box>20 503 246 597</box>
waterbury-paragraphs <box>741 1386 966 1952</box>
col4-paragraphs <box>741 84 966 559</box>
article-paragraph: The honorary degree of Master of Arts was conferred upon: William H. York, major of the constabulary of the frontier forces in Liberia, an alumnus Dr. T. C. Chapman, a prominent dentist of Kansas City, an alumnus, and Prof. E. A. Mayzeck, principal of the normal school at Louisville, Ky. <box>260 925 486 1006</box>
ad4-line2: Park City of the Palisades <box>1513 1942 1638 1957</box>
white-sulphur-paragraphs <box>982 1275 1207 1759</box>
column-4 <box>734 84 974 2157</box>
article-paragraph: Staunton, Va.—Dewey Payne and Edward White returned Thursday from Charleston, W. Va., after spending several days visiting friends. <box>981 200 1208 240</box>
article-paragraph: Dr. J. S. G. Jones and little son, of Petersburg, Va., are in the city visiting her parents, Mr. and Mrs. Burton Perry. <box>741 1069 967 1108</box>
article-paragraph: Bethel A. M. E. Church is in the midst of a rally, which it is hoped will result in raising a considerable sum. The Rev. J. H. Chestnut, the pastor, is hoping to raise a thousand dollars. <box>981 593 1208 646</box>
article-paragraph: President Scarborough introduced Hon. Richard T. Greener, who delivered the annual address, speaking at length of "The Old and the New Education." He said: "A college or university is distinguished by its instructors and the object of the instruction should be to stimulate and arouse the ambitions and the appreciation of character, the true, the beautiful and the good. We should have no hesitancy in accepting the new methods. It would be a reflection on the present day civilization to say that the old is better than the new. The education had to become practicable and adapted to the diversified talents and wants of the race. There was a time when education was solely for men, but today it includes men and women, which means the co-ordinate development of the race." The speaker referred to such educators as John Stuart Mill, John Ruskin, Carlyle, John Henry Newman, Daniel A. Payne, Brooker T. Washington, President Scarborough and others, urging the graduates to read the works of the authors named; that their works were useful because they tell how to act, how to live correctly and regulate the true educational value of study. <box>260 316 486 628</box>
article-paragraph: Mrs. W. B. Thomas and daughter, Miss Ida, 19 Moran street, are visiting the Annapolis Valley where they will spend the summer vacation with W. B. Thomas, the husband of Mrs. Thomas, who is engaged as missionary at Annapolis, Foyal and Bridgetown. <box>1462 1274 1688 1354</box>
wilberforce-paragraphs <box>260 231 485 1793</box>
article-paragraph: Dr. R. S. Vass of Burlington, N. C., and sister, Mrs. Maude L. Bass of Fredericksburg, Va., with her children, are visiting the Rev. and Mrs. S. N. Vass in this city. <box>741 1244 967 1297</box>
article-paragraph: Mrs. A. H. Burwell, the talented daughter of Dr. and Mrs. L. E. Burwell of Selma, Ala., left for home after two weeks' visit in St. Augustine, as the guest of Mrs. Hazel Pressley. Mrs. Philip Walker her aunt exerted every effort in making her stay pleasant. <box>981 1050 1208 1117</box>
article-paragraph: Mrs. Mary E. Howe left Saturday on a two months' vacation. <box>981 114 1208 141</box>
article-paragraph: Mrs. Sadie Jones of Bridge street, is spending a week's vacation in New Haven. <box>741 1612 967 1637</box>
article-paragraph: Diplomas for the normal department were awarded William A. Lewis and Ida E. Maxwell. <box>500 1040 727 1066</box>
ad4-line3: $125 TO $600. <box>1538 1960 1612 1974</box>
article-paragraph: ex-State Senator Edward Butler of Plaquemines parish, and Miss Bertha Adams, daughter of Mr. and Mrs. R. F. Adams of this city, which was performed Wednesday afternoon, June 27, in Tulane Avenue Baptist Church, the Rev. Mr. White officiating. <box>500 85 727 151</box>
column-3 <box>494 84 734 2157</box>
article-paragraph: The following graduates received degrees: Classical Course—Bachelor of Arts—Carroll J. Ganes, Valdosta, Ga.; Clay E. Hunter, Yellow Springs, O.; Charles Gardner Reed, Charleston, S. C.; Celeste Springfield, Owensboro, Ky.; Isaac E. Steady, Sierra Leone, West Africa; Marguerite E. Watkins, Xenia. Scientific Course—Bachelor of Science—Lorenzo S. Buford, Memphis, Tenn.; Harrison W. Doby, Selma, Ala.; Rodney Lee Crawford, Prairie View, Texas; William B. Johnson, Birmingham, Ala.; Pauline L. Kigh, Louisville, Ky.; Annie L. Singleton, Louisville, Ky.; Susan H. Sweet, Barton, Fla.; Ledrue W. Turner, Muskogee, Okla.; Lillie Belle Vance, Houston, Texas; Monroe Levon Young, Pauling, O.; B. A. in Education, Beatrice Mason, Wilberforce. <box>260 1010 486 1226</box>
column-7 <box>1456 84 1695 2157</box>
portrait-photo <box>1463 87 1688 441</box>
staunton-headline: STAUNTON, VA. <box>1043 181 1146 196</box>
article-paragraph: "JOHN F. GUILLAUME." <box>512 765 626 777</box>
ad3-address: 411 West 52nd St. <box>1496 1812 1654 1833</box>
article-paragraph: The Negroes of Freelmantown, Miss., recently held a meeting and adopted resolutions against the existence of "blind tigers" in the community. <box>20 216 246 256</box>
article-paragraph: The Rev. Moses B. Puryear and the friends of the movement to establish a home for the neglected colored children are now seeking a suitable location for the home and in the near future it is hoped that the home will be ready to receive children. This is a much needed enterprise for the care of the large number of neglected colored children. Negotiations are on to secure a suitable woman as matron to look after the home which will have some twenty-five or thirty children to open with as soon as arrangements can be made to launch the scheme. <box>1462 992 1688 1141</box>
white-colored-paragraphs <box>501 1572 726 1848</box>
article-paragraph: "The German Army instructions for judging distance are given as follows: <box>1222 1157 1448 1183</box>
ad1-address: 26 West 132nd St. <box>1496 1396 1655 1417</box>
ad3-foot: 1-18-3mo. Apply Janitress. <box>1509 1870 1641 1885</box>
article-paragraph: Miss Ethel Craig, the efficient assistant in the Joiner Laundry, has been sick. <box>741 1699 967 1724</box>
